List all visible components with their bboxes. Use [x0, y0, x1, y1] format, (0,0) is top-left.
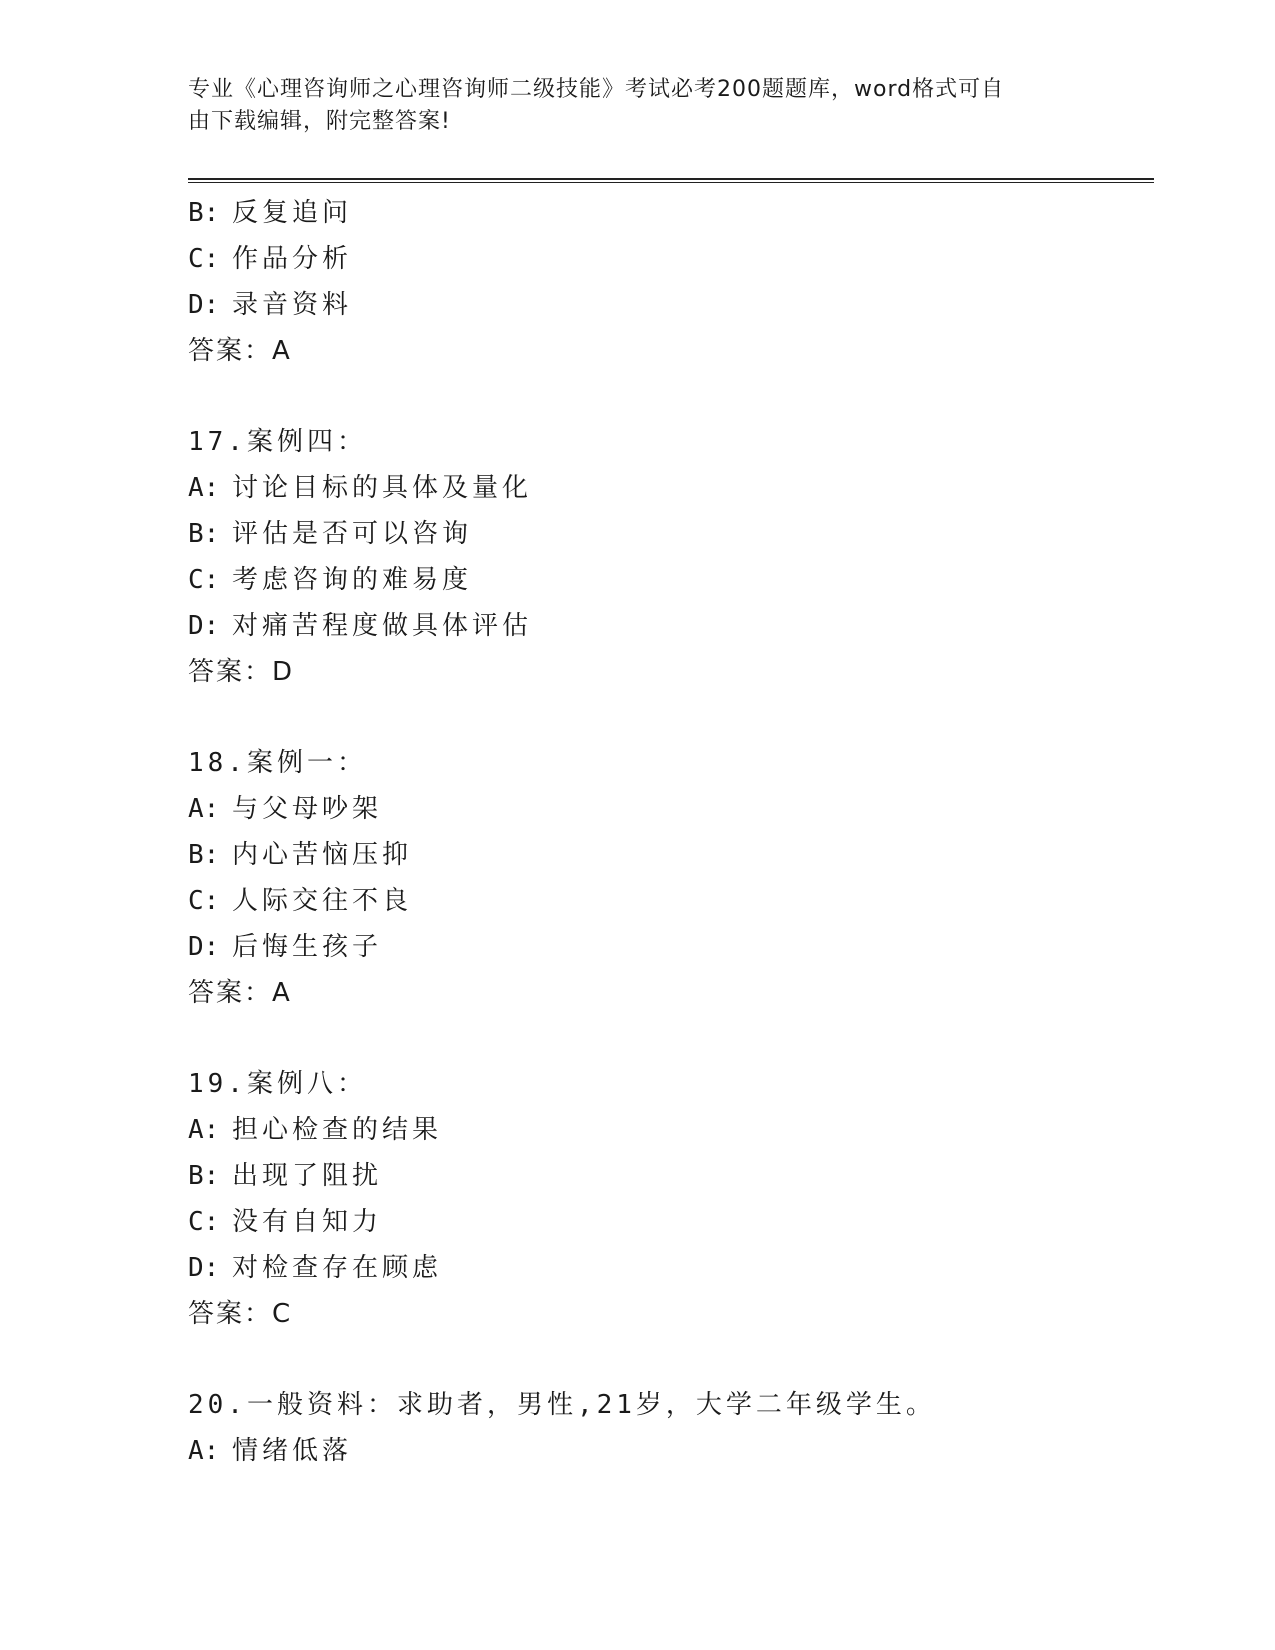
option-c — [188, 878, 1148, 924]
option-text: 对检查存在顾虑 — [232, 1253, 443, 1283]
option-text: 内心苦恼压抑 — [232, 840, 413, 870]
option-a — [188, 786, 1148, 832]
option-text: 没有自知力 — [232, 1207, 383, 1237]
option-d — [188, 924, 1148, 970]
option-letter: A: — [188, 473, 220, 503]
answer-line: 答案：D — [188, 657, 295, 687]
option-text: 考虑咨询的难易度 — [232, 565, 473, 595]
option-letter: D: — [188, 611, 220, 641]
question-19 — [188, 1061, 1148, 1337]
answer-line: 答案：C — [188, 1299, 293, 1329]
option-letter: D: — [188, 1253, 220, 1283]
option-letter: B: — [188, 840, 220, 870]
option-letter: D: — [188, 932, 220, 962]
option-letter: A: — [188, 1115, 220, 1145]
header-divider — [188, 178, 1154, 183]
answer-line: 答案：A — [188, 978, 292, 1008]
option-letter: C: — [188, 886, 220, 916]
option-text: 情绪低落 — [232, 1436, 353, 1466]
document-body — [188, 190, 1148, 1474]
option-text: 录音资料 — [232, 290, 353, 320]
option-d — [188, 1245, 1148, 1291]
header-line-1: 专业《心理咨询师之心理咨询师二级技能》考试必考200题题库，word格式可自 — [188, 77, 1005, 102]
option-text: 评估是否可以咨询 — [232, 519, 473, 549]
question-title: 20.一般资料：求助者，男性,21岁，大学二年级学生。 — [188, 1390, 936, 1420]
document-header — [188, 74, 1068, 138]
option-text: 后悔生孩子 — [232, 932, 383, 962]
option-b — [188, 832, 1148, 878]
spacer — [188, 695, 1148, 740]
option-letter: B: — [188, 1161, 220, 1191]
question-title: 17.案例四： — [188, 427, 367, 457]
option-text: 作品分析 — [232, 244, 353, 274]
option-d — [188, 282, 1148, 328]
option-text: 反复追问 — [232, 198, 353, 228]
option-letter: A: — [188, 1436, 220, 1466]
option-b — [188, 190, 1148, 236]
answer-line: 答案：A — [188, 336, 292, 366]
option-c — [188, 1199, 1148, 1245]
option-a — [188, 1428, 1148, 1474]
option-text: 讨论目标的具体及量化 — [232, 473, 533, 503]
question-17 — [188, 419, 1148, 695]
spacer — [188, 374, 1148, 419]
question-title: 18.案例一： — [188, 748, 367, 778]
option-letter: C: — [188, 1207, 220, 1237]
option-text: 对痛苦程度做具体评估 — [232, 611, 533, 641]
question-20 — [188, 1382, 1148, 1474]
option-letter: B: — [188, 519, 220, 549]
spacer — [188, 1337, 1148, 1382]
spacer — [188, 1016, 1148, 1061]
question-18 — [188, 740, 1148, 1016]
option-a — [188, 465, 1148, 511]
option-letter: D: — [188, 290, 220, 320]
option-text: 担心检查的结果 — [232, 1115, 443, 1145]
option-text: 与父母吵架 — [232, 794, 383, 824]
question-16-partial — [188, 190, 1148, 374]
option-c — [188, 236, 1148, 282]
option-letter: B: — [188, 198, 220, 228]
option-letter: C: — [188, 244, 220, 274]
option-b — [188, 1153, 1148, 1199]
option-text: 人际交往不良 — [232, 886, 413, 916]
option-b — [188, 511, 1148, 557]
header-line-2: 由下载编辑，附完整答案! — [188, 109, 451, 134]
option-letter: C: — [188, 565, 220, 595]
option-d — [188, 603, 1148, 649]
question-title: 19.案例八： — [188, 1069, 367, 1099]
option-letter: A: — [188, 794, 220, 824]
option-c — [188, 557, 1148, 603]
option-text: 出现了阻扰 — [232, 1161, 383, 1191]
option-a — [188, 1107, 1148, 1153]
